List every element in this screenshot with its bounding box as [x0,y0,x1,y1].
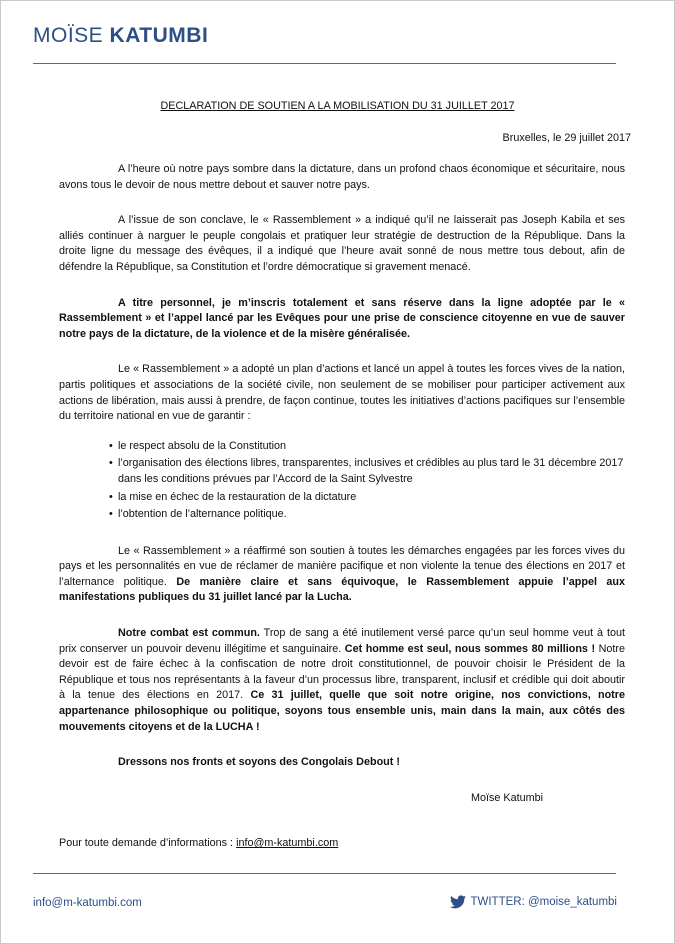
list-item-text: le respect absolu de la Constitution [118,439,287,452]
list-item-text: la mise en échec de la restauration de la dictature [118,490,357,503]
bullet-icon: • [109,508,113,521]
footer-email: info@m-katumbi.com [33,897,142,909]
brand-logo [33,24,208,48]
header-divider [33,63,616,64]
document-title: DECLARATION DE SOUTIEN A LA MOBILISATION DU 31 JUILLET 2017 [160,100,515,112]
paragraph-5-emphasis: De manière claire et sans équivoque, le Rassemblement appuie l’appel aux manifestations publiques du 31 juillet lancé par la Lucha. [59,575,626,604]
paragraph-6-text-1: Trop de sang a été inutilement versé parce qu’un seul homme veut à tout prix conserver un pouvoir devenu illégitime et sanguinaire. [59,627,625,655]
brand-first-name: MOÏSE [33,24,104,47]
contact-line [59,836,625,852]
list-item [59,439,625,455]
paragraph-6 [59,626,625,735]
paragraph-6-emphasis-1: Notre combat est commun. [118,627,260,640]
paragraph-1: A l’heure où notre pays sombre dans la dictature, dans un profond chaos économique et sécuritaire, nous avons tous le devoir de nous mettre debout et sauver notre pays. [59,163,625,191]
contact-prefix: Pour toute demande d’informations : [59,837,234,850]
paragraph-2: A l’issue de son conclave, le « Rassemblement » a indiqué qu’il ne laisserait pas Joseph Kabila et ses alliés continuer à narguer le peuple congolais et pratiquer leur stratégie de destruction de la République. Dans la droite ligne du message des évêques, il a indiqué que l’heure avait sonné de nous mettre tous debout, afin de défendre la République, sa Constitution et l’ordre démocratique si gravement menacé. [59,214,625,273]
footer-divider [33,873,616,874]
paragraph-4: Le « Rassemblement » a adopté un plan d’actions et lancé un appel à toutes les forces vives de la nation, partis politiques et associations de la société civile, non seulement de se mobiliser pour participer activement aux actions de libération, mais aussi à prendre, de façon continue, toutes les initiatives d’actions pacifiques sur l’ensemble du territoire national en vue de garantir : [59,363,625,423]
list-item [59,507,625,523]
paragraph-5 [59,544,625,606]
signature: Moïse Katumbi [470,791,543,804]
closing-line: Dressons nos fronts et soyons des Congolais Debout ! [118,756,400,769]
list-item [59,456,625,487]
footer-twitter [450,895,617,909]
demands-list [59,439,625,523]
bullet-icon: • [109,439,113,452]
contact-email-link[interactable]: info@m-katumbi.com [236,837,339,850]
twitter-bird-icon [450,895,466,909]
list-item-text: l’organisation des élections libres, transparentes, inclusives et crédibles au plus tard le 31 décembre 2017 dans les conditions prévues par l’Accord de la Saint Sylvestre [118,457,624,485]
list-item-text: l’obtention de l’alternance politique. [118,508,287,521]
letter-body [59,162,625,852]
bullet-icon: • [109,457,113,470]
bullet-icon: • [109,490,113,503]
paragraph-3: A titre personnel, je m’inscris totalement et sans réserve dans la ligne adoptée par le « Rassemblement » et l’appel lancé par les Evêques pour une prise de conscience citoyenne en vue de sauver notre pays de la dictature, de la violence et de la misère généralisée. [59,296,625,340]
paragraph-6-emphasis-3: Ce 31 juillet, quelle que soit notre origine, nos convictions, notre appartenance philosophique ou politique, soyons tous ensemble unis, main dans la main, aux côtés des mouvements citoyens et de la LUCHA ! [59,689,625,733]
list-item [59,490,625,506]
twitter-handle: TWITTER: @moise_katumbi [470,896,617,908]
brand-last-name: KATUMBI [109,24,209,47]
paragraph-6-emphasis-2: Cet homme est seul, nous sommes 80 millions ! [344,642,596,655]
paragraph-6-text-2: Notre devoir est de faire échec à la confiscation de notre droit constitutionnel, de pouvoir choisir le Président de la République et tous nos représentants à la faveur d’un processus libre, transparent, inclusif et crédible qui doit aboutir à la tenue des élections en 2017. [59,642,626,702]
paragraph-5-text: Le « Rassemblement » a réaffirmé son soutien à toutes les démarches engagées par les forces vives du pays et les personnalités en vue de réclamer de manière pacifique et non violente la tenue des élections en 2017 et l’alternance politique. [59,544,625,588]
dateline: Bruxelles, le 29 juillet 2017 [502,132,631,144]
